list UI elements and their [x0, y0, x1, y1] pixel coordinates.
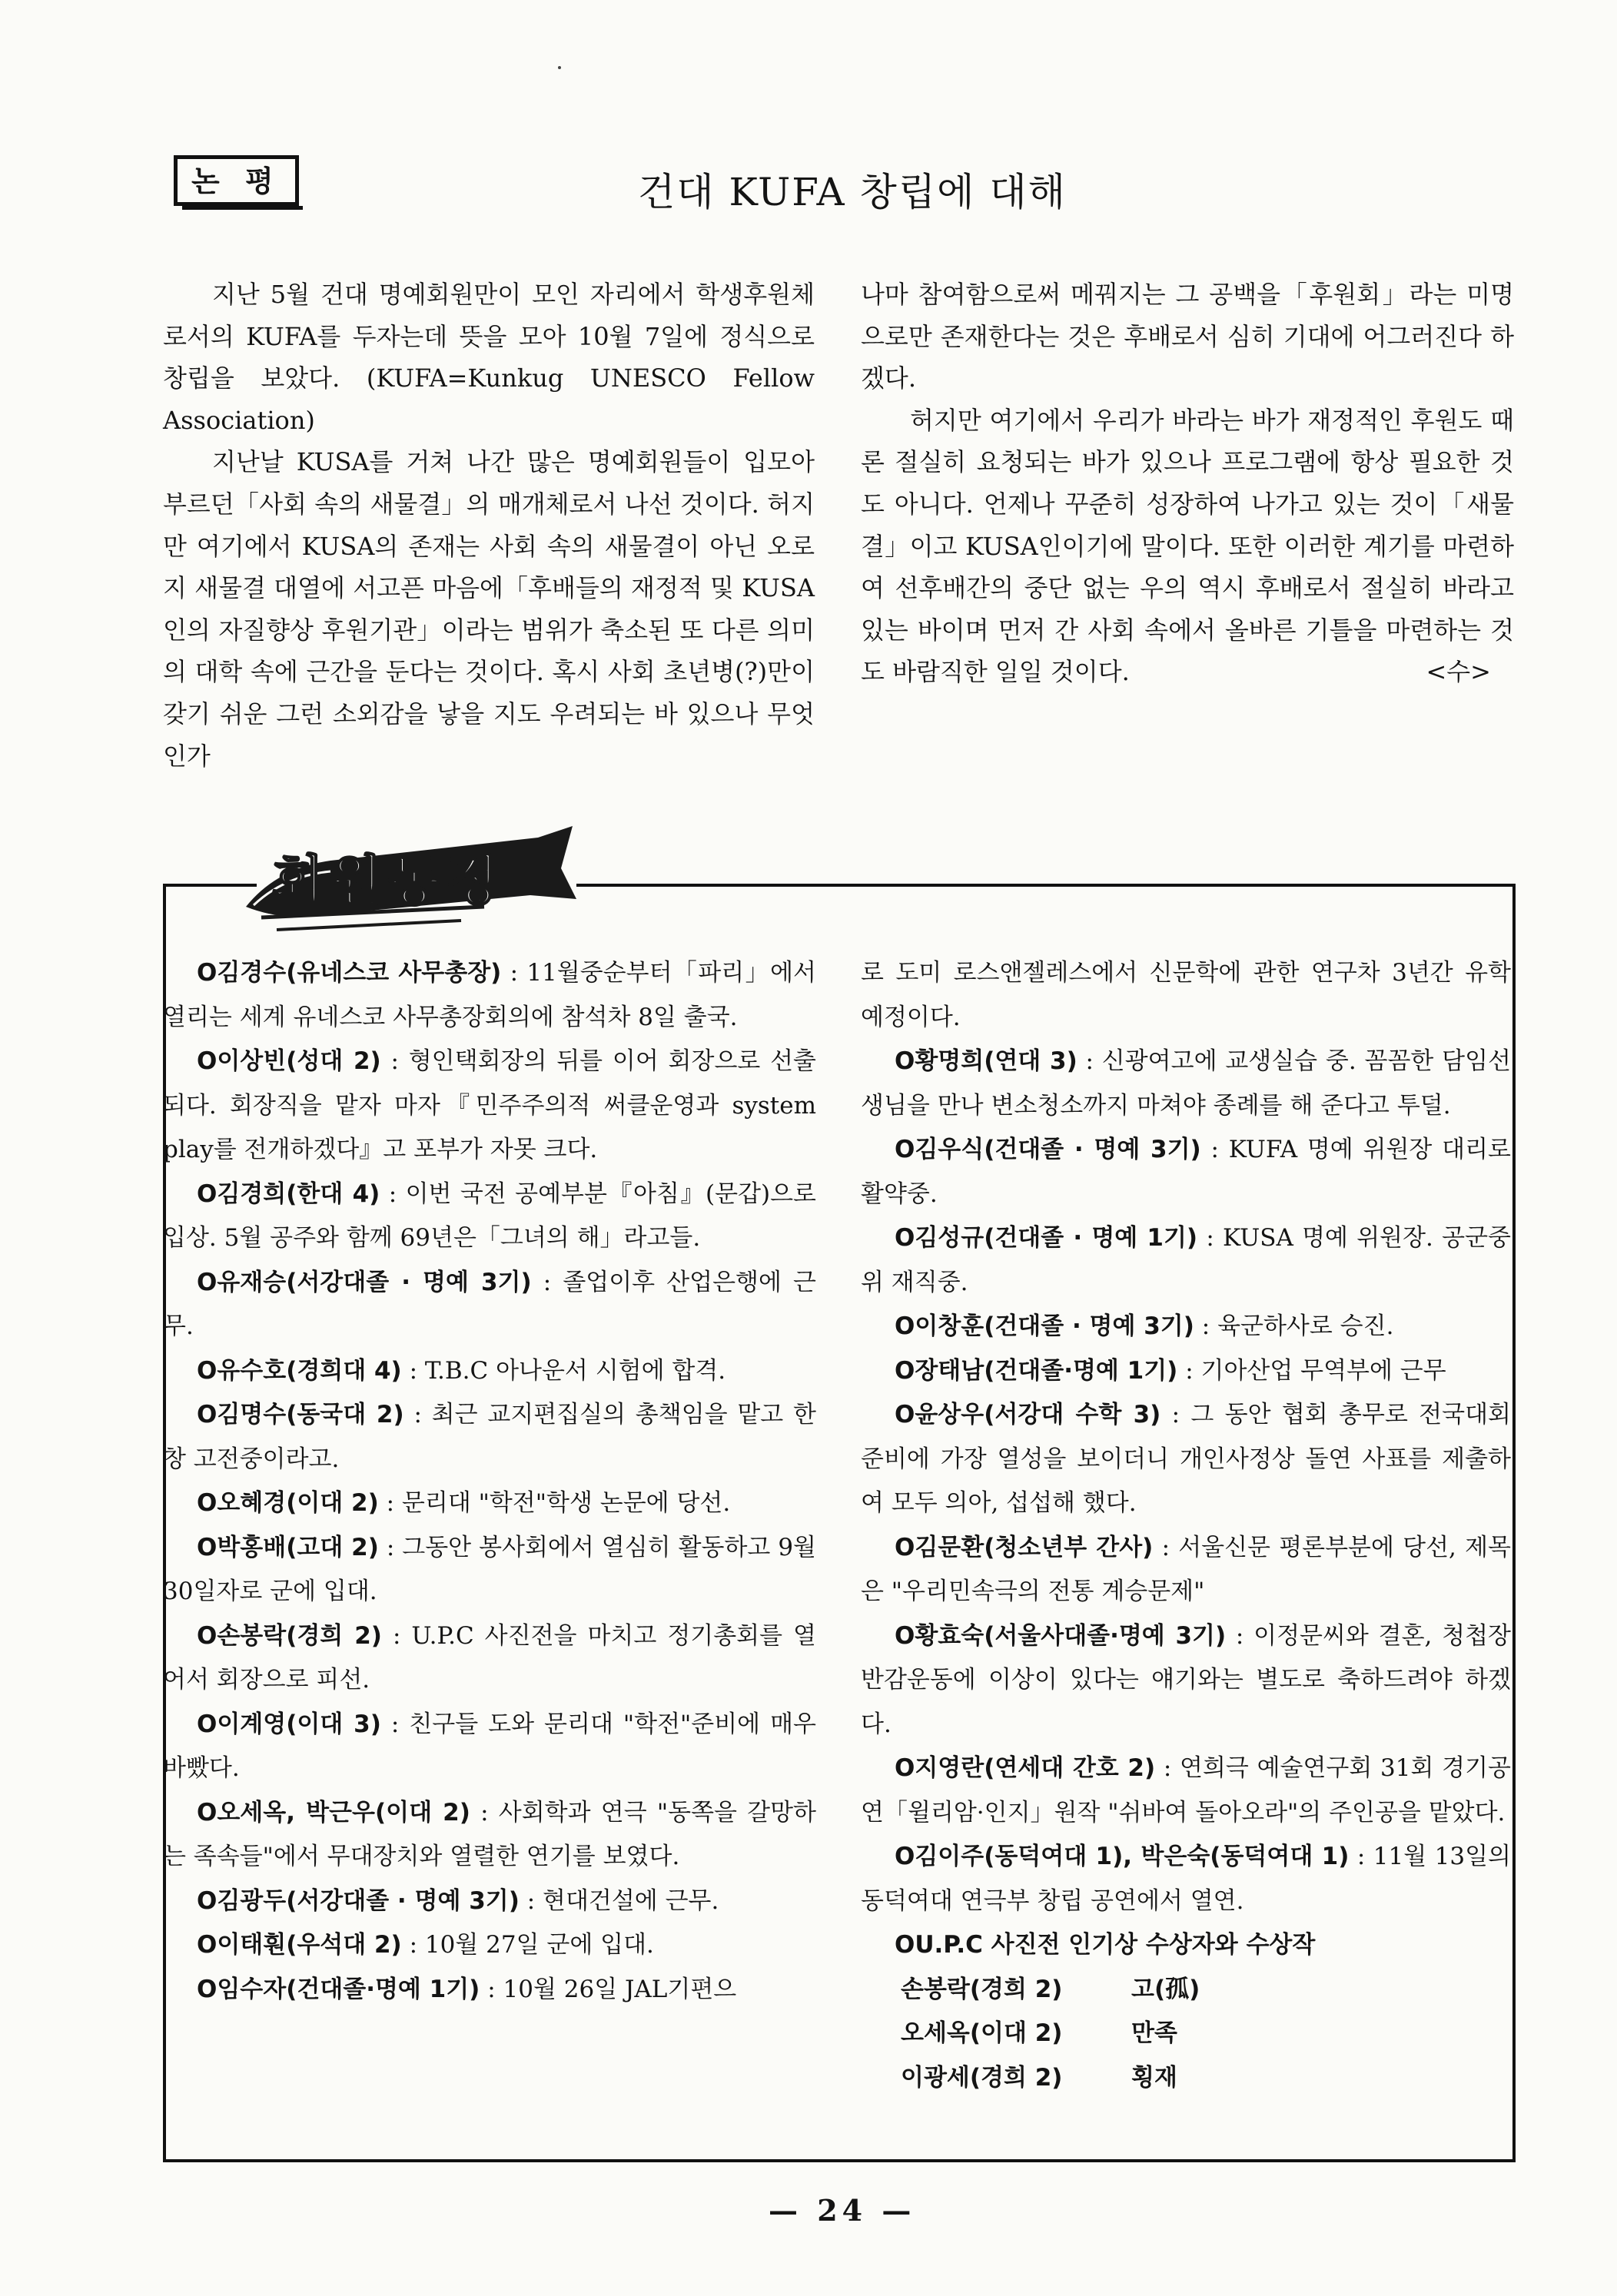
- editorial-paragraph: 지난 5월 건대 명예회원만이 모인 자리에서 학생후원체로서의 KUFA를 두자는데 뜻을 모아 10월 7일에 정식으로 창립을 보았다. (KUFA=Kunkug UNESCO Fellow Association): [163, 280, 815, 435]
- award-row: [861, 2056, 1511, 2101]
- news-item-continuation: 로 도미 로스앤젤레스에서 신문학에 관한 연구차 3년간 유학 예정이다.: [861, 959, 1511, 1031]
- editorial-paragraph: 허지만 여기에서 우리가 바라는 바가 재정적인 후원도 때론 절실히 요청되는 바가 있으나 프로그램에 항상 필요한 것도 아니다. 언제나 꾸준히 성장하여 나가고 있는 것이「새물결」이고 KUSA인이기에 말이다. 또한 이러한 계기를 마련하여 선후배간의 중단 없는 우의 역시 후배로서 절실히 바라고 있는 바이며 먼저 간 사회 속에서 올바른 기틀을 마련하는 것도 바람직한 일일 것이다.: [861, 405, 1514, 687]
- news-item: O오혜경(이대 2) : 문리대 "학전"학생 논문에 당선.: [197, 1489, 731, 1517]
- award-winner: 이광세(경희 2): [901, 2063, 1063, 2092]
- page-number: — 24 —: [769, 2193, 916, 2228]
- stray-dot: [558, 66, 561, 69]
- editorial-right-column: [861, 274, 1514, 693]
- news-item: O김성규(건대졸 · 명예 1기) : KUSA 명예 위원장. 공군중위 재직중.: [861, 1224, 1511, 1296]
- award-winner: 손봉락(경희 2): [901, 1975, 1063, 2003]
- news-item: O김명수(동국대 2) : 최근 교지편집실의 총책임을 맡고 한창 고전중이라고.: [163, 1401, 816, 1473]
- news-item: O김문환(청소년부 간사) : 서울신문 평론부분에 당선, 제목은 "우리민속극의 전통 계승문제": [861, 1533, 1511, 1605]
- news-item: O유재승(서강대졸 · 명예 3기) : 졸업이후 산업은행에 근무.: [163, 1268, 817, 1340]
- news-item: O유수호(경희대 4) : T.B.C 아나운서 시험에 합격.: [197, 1356, 726, 1385]
- member-news-left-column: [163, 951, 816, 2012]
- editorial-title: 건대 KUFA 창립에 대해: [638, 170, 1067, 214]
- member-news-banner: [231, 815, 584, 957]
- news-item: O박홍배(고대 2) : 그동안 봉사회에서 열심히 활동하고 9월 30일자로 군에 입대.: [163, 1533, 817, 1605]
- news-item: O임수자(건대졸·명예 1기) : 10월 26일 JAL기편으: [197, 1975, 737, 2003]
- news-item: O이상빈(성대 2) : 형인택회장의 뒤를 이어 회장으로 선출되다. 회장직을 맡자 마자『민주주의적 써클운영과 system play를 전개하겠다』고 포부가 자못 크다.: [163, 1047, 817, 1163]
- news-item: O이창훈(건대졸 · 명예 3기) : 육군하사로 승진.: [895, 1312, 1394, 1340]
- news-item: O지영란(연세대 간호 2) : 연희극 예술연구회 31회 경기공연「윌리암·인지」원작 "쉬바여 돌아오라"의 주인공을 맡았다.: [861, 1754, 1511, 1827]
- section-tag: 논 평: [174, 155, 299, 206]
- awards-heading: OU.P.C 사진전 인기상 수상자와 수상작: [895, 1931, 1316, 1959]
- news-item: O김우식(건대졸 · 명예 3기) : KUFA 명예 위원장 대리로 활약중.: [861, 1136, 1511, 1208]
- award-row: [861, 2012, 1511, 2056]
- editorial-signature: <수>: [1426, 657, 1491, 687]
- news-item: O이태훤(우석대 2) : 10월 27일 군에 입대.: [197, 1931, 654, 1959]
- member-news-right-column: [861, 951, 1511, 2100]
- award-work: 고(孤): [1131, 1975, 1200, 2003]
- news-item: O황명희(연대 3) : 신광여고에 교생실습 중. 꼼꼼한 담임선생님을 만나 변소청소까지 마쳐야 종례를 해 준다고 투덜.: [861, 1047, 1511, 1120]
- news-item: O김경희(한대 4) : 이번 국전 공예부분『아침』(문갑)으로 입상. 5월 공주와 함께 69년은「그녀의 해」라고들.: [163, 1180, 816, 1252]
- news-item: O황효숙(서울사대졸·명예 3기) : 이정문씨와 결혼, 청첩장 반감운동에 이상이 있다는 얘기와는 별도로 축하드려야 하겠다.: [861, 1621, 1511, 1738]
- news-item: O김광두(서강대졸 · 명예 3기) : 현대건설에 근무.: [197, 1886, 719, 1915]
- editorial-paragraph: 나마 참여함으로써 메꿔지는 그 공백을「후원회」라는 미명으로만 존재한다는 것은 후배로서 심히 기대에 어그러진다 하겠다.: [861, 280, 1514, 393]
- editorial-paragraph: 지난날 KUSA를 거쳐 나간 많은 명예회원들이 입모아 부르던「사회 속의 새물결」의 매개체로서 나선 것이다. 허지만 여기에서 KUSA의 존재는 사회 속의 새물결이 아닌 오로지 새물결 대열에 서고픈 마음에「후배들의 재정적 및 KUSA인의 자질향상 후원기관」이라는 범위가 축소된 또 다른 의미의 대학 속에 근간을 둔다는 것이다. 혹시 사회 초년병(?)만이 갖기 쉬운 그런 소외감을 낳을 지도 우려되는 바 있으나 무엇인가: [163, 447, 815, 771]
- news-item: O장태남(건대졸·명예 1기) : 기아산업 무역부에 근무: [895, 1356, 1446, 1385]
- banner-title: 회원동정: [271, 849, 505, 912]
- award-work: 만족: [1131, 2019, 1177, 2047]
- editorial-left-column: [163, 274, 815, 777]
- news-item: O김경수(유네스코 사무총장) : 11월중순부터「파리」에서 열리는 세계 유네스코 사무총장회의에 참석차 8일 출국.: [163, 959, 816, 1031]
- news-item: O윤상우(서강대 수학 3) : 그 동안 협회 총무로 전국대회 준비에 가장 열성을 보이더니 개인사정상 돌연 사표를 제출하여 모두 의아, 섭섭해 했다.: [861, 1401, 1511, 1517]
- news-item: O이계영(이대 3) : 친구들 도와 문리대 "학전"준비에 매우 바빴다.: [163, 1710, 816, 1782]
- news-item: O김이주(동덕여대 1), 박은숙(동덕여대 1) : 11월 13일의 동덕여대 연극부 창립 공연에서 열연.: [861, 1843, 1511, 1915]
- news-item: O오세옥, 박근우(이대 2) : 사회학과 연극 "동쪽을 갈망하는 족속들"에서 무대장치와 열렬한 연기를 보였다.: [163, 1798, 817, 1870]
- news-item: O손봉락(경희 2) : U.P.C 사진전을 마치고 정기총회를 열어서 회장으로 피선.: [163, 1621, 816, 1694]
- award-row: [861, 1968, 1511, 2012]
- award-work: 횡재: [1131, 2063, 1177, 2092]
- award-winner: 오세옥(이대 2): [901, 2019, 1063, 2047]
